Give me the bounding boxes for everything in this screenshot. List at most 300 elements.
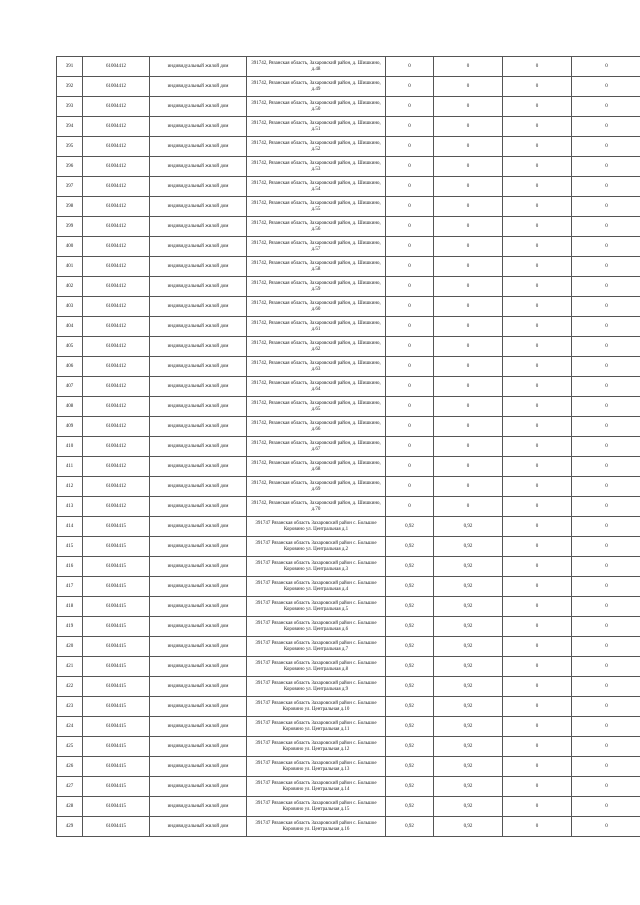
value-cell-4: 0 [572, 437, 640, 457]
table-row [57, 157, 640, 177]
value-cell-3: 0 [503, 157, 572, 177]
value-cell-2: 0 [434, 497, 503, 517]
value-cell-3: 0 [503, 397, 572, 417]
table-row [57, 377, 640, 397]
value-cell-1: 0,92 [386, 757, 434, 777]
code-cell: 61004412 [83, 317, 150, 337]
value-cell-4: 0 [572, 417, 640, 437]
value-cell-3: 0 [503, 97, 572, 117]
code-cell: 61004412 [83, 297, 150, 317]
value-cell-1: 0 [386, 477, 434, 497]
code-cell: 61004412 [83, 457, 150, 477]
value-cell-1: 0 [386, 157, 434, 177]
table-row [57, 97, 640, 117]
value-cell-3: 0 [503, 117, 572, 137]
value-cell-3: 0 [503, 217, 572, 237]
value-cell-1: 0 [386, 77, 434, 97]
address-cell: 391747 Рязанская область Захаровский район с. Большое Коровино ул. Центральная д.13 [247, 757, 386, 777]
value-cell-2: 0,92 [434, 637, 503, 657]
value-cell-3: 0 [503, 257, 572, 277]
value-cell-3: 0 [503, 497, 572, 517]
value-cell-2: 0 [434, 257, 503, 277]
value-cell-1: 0,92 [386, 677, 434, 697]
value-cell-1: 0,92 [386, 697, 434, 717]
value-cell-4: 0 [572, 757, 640, 777]
value-cell-3: 0 [503, 697, 572, 717]
value-cell-1: 0,92 [386, 617, 434, 637]
row-number-cell: 407 [57, 377, 83, 397]
code-cell: 61004415 [83, 697, 150, 717]
code-cell: 61004415 [83, 717, 150, 737]
code-cell: 61004415 [83, 817, 150, 837]
value-cell-4: 0 [572, 677, 640, 697]
code-cell: 61004415 [83, 637, 150, 657]
code-cell: 61004415 [83, 597, 150, 617]
value-cell-2: 0,92 [434, 657, 503, 677]
code-cell: 61004412 [83, 277, 150, 297]
building-type-cell: индивидуальный жилой дом [150, 257, 247, 277]
value-cell-3: 0 [503, 797, 572, 817]
row-number-cell: 404 [57, 317, 83, 337]
building-type-cell: индивидуальный жилой дом [150, 397, 247, 417]
row-number-cell: 424 [57, 717, 83, 737]
value-cell-2: 0 [434, 437, 503, 457]
building-type-cell: индивидуальный жилой дом [150, 797, 247, 817]
building-type-cell: индивидуальный жилой дом [150, 617, 247, 637]
value-cell-3: 0 [503, 577, 572, 597]
table-row [57, 217, 640, 237]
value-cell-4: 0 [572, 77, 640, 97]
table-row [57, 517, 640, 537]
code-cell: 61004412 [83, 117, 150, 137]
table-row [57, 277, 640, 297]
value-cell-4: 0 [572, 137, 640, 157]
value-cell-2: 0 [434, 397, 503, 417]
value-cell-2: 0,92 [434, 777, 503, 797]
table-row [57, 737, 640, 757]
value-cell-4: 0 [572, 317, 640, 337]
building-type-cell: индивидуальный жилой дом [150, 817, 247, 837]
building-type-cell: индивидуальный жилой дом [150, 457, 247, 477]
row-number-cell: 418 [57, 597, 83, 617]
table-row [57, 417, 640, 437]
value-cell-1: 0 [386, 377, 434, 397]
value-cell-1: 0,92 [386, 577, 434, 597]
value-cell-2: 0 [434, 277, 503, 297]
value-cell-3: 0 [503, 637, 572, 657]
table-row [57, 57, 640, 77]
table-row [57, 137, 640, 157]
value-cell-2: 0 [434, 377, 503, 397]
code-cell: 61004415 [83, 737, 150, 757]
row-number-cell: 415 [57, 537, 83, 557]
value-cell-1: 0,92 [386, 797, 434, 817]
value-cell-1: 0,92 [386, 737, 434, 757]
row-number-cell: 416 [57, 557, 83, 577]
value-cell-4: 0 [572, 177, 640, 197]
building-type-cell: индивидуальный жилой дом [150, 657, 247, 677]
table-row [57, 477, 640, 497]
value-cell-1: 0 [386, 217, 434, 237]
table-row [57, 777, 640, 797]
value-cell-1: 0,92 [386, 637, 434, 657]
value-cell-2: 0,92 [434, 817, 503, 837]
address-cell: 391747 Рязанская область Захаровский район с. Большое Коровино ул. Центральная д.8 [247, 657, 386, 677]
value-cell-4: 0 [572, 557, 640, 577]
value-cell-2: 0,92 [434, 517, 503, 537]
table-row [57, 797, 640, 817]
address-cell: 391747 Рязанская область Захаровский район с. Большое Коровино ул. Центральная д.2 [247, 537, 386, 557]
value-cell-2: 0,92 [434, 557, 503, 577]
row-number-cell: 428 [57, 797, 83, 817]
address-cell: 391742, Рязанская область, Захаровский район, д. Шишкино, д.64 [247, 377, 386, 397]
address-cell: 391747 Рязанская область Захаровский район с. Большое Коровино ул. Центральная д.6 [247, 617, 386, 637]
registry-table-body [57, 57, 640, 837]
value-cell-4: 0 [572, 517, 640, 537]
value-cell-2: 0 [434, 57, 503, 77]
building-type-cell: индивидуальный жилой дом [150, 517, 247, 537]
building-type-cell: индивидуальный жилой дом [150, 597, 247, 617]
code-cell: 61004412 [83, 437, 150, 457]
code-cell: 61004415 [83, 657, 150, 677]
table-row [57, 197, 640, 217]
value-cell-3: 0 [503, 437, 572, 457]
value-cell-2: 0,92 [434, 677, 503, 697]
value-cell-3: 0 [503, 377, 572, 397]
value-cell-3: 0 [503, 417, 572, 437]
code-cell: 61004415 [83, 757, 150, 777]
table-row [57, 237, 640, 257]
value-cell-1: 0,92 [386, 717, 434, 737]
value-cell-4: 0 [572, 397, 640, 417]
value-cell-4: 0 [572, 257, 640, 277]
address-cell: 391742, Рязанская область, Захаровский район, д. Шишкино, д.70 [247, 497, 386, 517]
address-cell: 391742, Рязанская область, Захаровский район, д. Шишкино, д.67 [247, 437, 386, 457]
building-type-cell: индивидуальный жилой дом [150, 97, 247, 117]
address-cell: 391747 Рязанская область Захаровский район с. Большое Коровино ул. Центральная д.3 [247, 557, 386, 577]
value-cell-2: 0 [434, 417, 503, 437]
address-cell: 391742, Рязанская область, Захаровский район, д. Шишкино, д.55 [247, 197, 386, 217]
row-number-cell: 391 [57, 57, 83, 77]
address-cell: 391747 Рязанская область Захаровский район с. Большое Коровино ул. Центральная д.14 [247, 777, 386, 797]
building-type-cell: индивидуальный жилой дом [150, 677, 247, 697]
value-cell-1: 0 [386, 437, 434, 457]
value-cell-2: 0 [434, 237, 503, 257]
table-row [57, 677, 640, 697]
building-type-cell: индивидуальный жилой дом [150, 357, 247, 377]
code-cell: 61004412 [83, 57, 150, 77]
value-cell-1: 0,92 [386, 777, 434, 797]
value-cell-3: 0 [503, 537, 572, 557]
building-type-cell: индивидуальный жилой дом [150, 777, 247, 797]
building-type-cell: индивидуальный жилой дом [150, 197, 247, 217]
value-cell-4: 0 [572, 797, 640, 817]
value-cell-2: 0 [434, 477, 503, 497]
row-number-cell: 419 [57, 617, 83, 637]
code-cell: 61004412 [83, 177, 150, 197]
building-type-cell: индивидуальный жилой дом [150, 537, 247, 557]
row-number-cell: 402 [57, 277, 83, 297]
value-cell-2: 0,92 [434, 737, 503, 757]
value-cell-1: 0,92 [386, 537, 434, 557]
building-type-cell: индивидуальный жилой дом [150, 717, 247, 737]
building-type-cell: индивидуальный жилой дом [150, 637, 247, 657]
address-cell: 391742, Рязанская область, Захаровский район, д. Шишкино, д.57 [247, 237, 386, 257]
address-cell: 391747 Рязанская область Захаровский район с. Большое Коровино ул. Центральная д.4 [247, 577, 386, 597]
row-number-cell: 421 [57, 657, 83, 677]
value-cell-4: 0 [572, 477, 640, 497]
table-row [57, 77, 640, 97]
building-type-cell: индивидуальный жилой дом [150, 477, 247, 497]
row-number-cell: 417 [57, 577, 83, 597]
address-cell: 391742, Рязанская область, Захаровский район, д. Шишкино, д.61 [247, 317, 386, 337]
value-cell-1: 0 [386, 237, 434, 257]
table-row [57, 397, 640, 417]
value-cell-3: 0 [503, 777, 572, 797]
address-cell: 391742, Рязанская область, Захаровский район, д. Шишкино, д.62 [247, 337, 386, 357]
row-number-cell: 412 [57, 477, 83, 497]
value-cell-3: 0 [503, 817, 572, 837]
building-type-cell: индивидуальный жилой дом [150, 217, 247, 237]
address-cell: 391742, Рязанская область, Захаровский район, д. Шишкино, д.48 [247, 57, 386, 77]
address-cell: 391747 Рязанская область Захаровский район с. Большое Коровино ул. Центральная д.15 [247, 797, 386, 817]
address-cell: 391742, Рязанская область, Захаровский район, д. Шишкино, д.65 [247, 397, 386, 417]
building-type-cell: индивидуальный жилой дом [150, 577, 247, 597]
value-cell-3: 0 [503, 57, 572, 77]
building-type-cell: индивидуальный жилой дом [150, 437, 247, 457]
value-cell-3: 0 [503, 197, 572, 217]
code-cell: 61004412 [83, 357, 150, 377]
value-cell-1: 0 [386, 417, 434, 437]
building-type-cell: индивидуальный жилой дом [150, 297, 247, 317]
address-cell: 391747 Рязанская область Захаровский район с. Большое Коровино ул. Центральная д.7 [247, 637, 386, 657]
row-number-cell: 392 [57, 77, 83, 97]
row-number-cell: 414 [57, 517, 83, 537]
value-cell-3: 0 [503, 737, 572, 757]
value-cell-4: 0 [572, 457, 640, 477]
table-row [57, 497, 640, 517]
code-cell: 61004415 [83, 797, 150, 817]
address-cell: 391747 Рязанская область Захаровский район с. Большое Коровино ул. Центральная д.9 [247, 677, 386, 697]
value-cell-2: 0 [434, 217, 503, 237]
value-cell-2: 0,92 [434, 577, 503, 597]
row-number-cell: 399 [57, 217, 83, 237]
address-cell: 391742, Рязанская область, Захаровский район, д. Шишкино, д.66 [247, 417, 386, 437]
code-cell: 61004412 [83, 197, 150, 217]
building-type-cell: индивидуальный жилой дом [150, 337, 247, 357]
building-type-cell: индивидуальный жилой дом [150, 757, 247, 777]
table-row [57, 577, 640, 597]
value-cell-4: 0 [572, 777, 640, 797]
address-cell: 391742, Рязанская область, Захаровский район, д. Шишкино, д.49 [247, 77, 386, 97]
value-cell-1: 0,92 [386, 597, 434, 617]
code-cell: 61004412 [83, 97, 150, 117]
row-number-cell: 409 [57, 417, 83, 437]
value-cell-3: 0 [503, 177, 572, 197]
value-cell-2: 0 [434, 357, 503, 377]
value-cell-4: 0 [572, 277, 640, 297]
value-cell-4: 0 [572, 377, 640, 397]
row-number-cell: 396 [57, 157, 83, 177]
value-cell-3: 0 [503, 757, 572, 777]
value-cell-4: 0 [572, 497, 640, 517]
table-row [57, 357, 640, 377]
value-cell-3: 0 [503, 277, 572, 297]
value-cell-3: 0 [503, 317, 572, 337]
address-cell: 391747 Рязанская область Захаровский район с. Большое Коровино ул. Центральная д.12 [247, 737, 386, 757]
row-number-cell: 410 [57, 437, 83, 457]
code-cell: 61004415 [83, 537, 150, 557]
building-type-cell: индивидуальный жилой дом [150, 317, 247, 337]
table-row [57, 537, 640, 557]
value-cell-3: 0 [503, 137, 572, 157]
value-cell-2: 0,92 [434, 757, 503, 777]
building-type-cell: индивидуальный жилой дом [150, 157, 247, 177]
row-number-cell: 411 [57, 457, 83, 477]
row-number-cell: 429 [57, 817, 83, 837]
building-type-cell: индивидуальный жилой дом [150, 177, 247, 197]
value-cell-1: 0 [386, 57, 434, 77]
value-cell-1: 0 [386, 357, 434, 377]
table-row [57, 597, 640, 617]
value-cell-2: 0 [434, 457, 503, 477]
code-cell: 61004412 [83, 377, 150, 397]
building-type-cell: индивидуальный жилой дом [150, 417, 247, 437]
value-cell-2: 0 [434, 117, 503, 137]
value-cell-4: 0 [572, 617, 640, 637]
value-cell-4: 0 [572, 577, 640, 597]
address-cell: 391742, Рязанская область, Захаровский район, д. Шишкино, д.53 [247, 157, 386, 177]
table-row [57, 457, 640, 477]
value-cell-2: 0,92 [434, 617, 503, 637]
table-row [57, 657, 640, 677]
value-cell-3: 0 [503, 617, 572, 637]
building-type-cell: индивидуальный жилой дом [150, 137, 247, 157]
building-type-cell: индивидуальный жилой дом [150, 377, 247, 397]
value-cell-1: 0 [386, 297, 434, 317]
value-cell-2: 0 [434, 97, 503, 117]
value-cell-4: 0 [572, 217, 640, 237]
value-cell-1: 0 [386, 97, 434, 117]
building-type-cell: индивидуальный жилой дом [150, 737, 247, 757]
value-cell-1: 0 [386, 277, 434, 297]
value-cell-4: 0 [572, 237, 640, 257]
code-cell: 61004415 [83, 577, 150, 597]
row-number-cell: 398 [57, 197, 83, 217]
row-number-cell: 401 [57, 257, 83, 277]
value-cell-3: 0 [503, 77, 572, 97]
table-row [57, 717, 640, 737]
address-cell: 391742, Рязанская область, Захаровский район, д. Шишкино, д.56 [247, 217, 386, 237]
address-cell: 391747 Рязанская область Захаровский район с. Большое Коровино ул. Центральная д.11 [247, 717, 386, 737]
value-cell-3: 0 [503, 517, 572, 537]
value-cell-4: 0 [572, 697, 640, 717]
row-number-cell: 413 [57, 497, 83, 517]
value-cell-4: 0 [572, 97, 640, 117]
value-cell-2: 0,92 [434, 797, 503, 817]
code-cell: 61004415 [83, 777, 150, 797]
code-cell: 61004412 [83, 477, 150, 497]
value-cell-2: 0,92 [434, 697, 503, 717]
value-cell-2: 0 [434, 197, 503, 217]
value-cell-4: 0 [572, 817, 640, 837]
code-cell: 61004412 [83, 157, 150, 177]
building-type-cell: индивидуальный жилой дом [150, 117, 247, 137]
address-cell: 391742, Рязанская область, Захаровский район, д. Шишкино, д.69 [247, 477, 386, 497]
row-number-cell: 422 [57, 677, 83, 697]
row-number-cell: 393 [57, 97, 83, 117]
row-number-cell: 405 [57, 337, 83, 357]
row-number-cell: 427 [57, 777, 83, 797]
table-row [57, 557, 640, 577]
table-row [57, 817, 640, 837]
building-type-cell: индивидуальный жилой дом [150, 237, 247, 257]
row-number-cell: 420 [57, 637, 83, 657]
value-cell-3: 0 [503, 357, 572, 377]
value-cell-3: 0 [503, 597, 572, 617]
address-cell: 391742, Рязанская область, Захаровский район, д. Шишкино, д.50 [247, 97, 386, 117]
building-type-cell: индивидуальный жилой дом [150, 497, 247, 517]
row-number-cell: 406 [57, 357, 83, 377]
table-row [57, 257, 640, 277]
code-cell: 61004412 [83, 497, 150, 517]
address-cell: 391742, Рязанская область, Захаровский район, д. Шишкино, д.60 [247, 297, 386, 317]
value-cell-3: 0 [503, 237, 572, 257]
value-cell-4: 0 [572, 657, 640, 677]
value-cell-3: 0 [503, 717, 572, 737]
value-cell-4: 0 [572, 637, 640, 657]
code-cell: 61004415 [83, 517, 150, 537]
value-cell-2: 0,92 [434, 597, 503, 617]
address-cell: 391747 Рязанская область Захаровский район с. Большое Коровино ул. Центральная д.16 [247, 817, 386, 837]
value-cell-1: 0 [386, 257, 434, 277]
value-cell-1: 0,92 [386, 557, 434, 577]
address-cell: 391742, Рязанская область, Захаровский район, д. Шишкино, д.52 [247, 137, 386, 157]
address-cell: 391742, Рязанская область, Захаровский район, д. Шишкино, д.59 [247, 277, 386, 297]
value-cell-3: 0 [503, 677, 572, 697]
value-cell-4: 0 [572, 57, 640, 77]
code-cell: 61004412 [83, 417, 150, 437]
table-row [57, 337, 640, 357]
code-cell: 61004415 [83, 557, 150, 577]
table-row [57, 437, 640, 457]
value-cell-4: 0 [572, 357, 640, 377]
code-cell: 61004412 [83, 397, 150, 417]
value-cell-1: 0 [386, 117, 434, 137]
row-number-cell: 403 [57, 297, 83, 317]
address-cell: 391747 Рязанская область Захаровский район с. Большое Коровино ул. Центральная д.5 [247, 597, 386, 617]
value-cell-1: 0 [386, 397, 434, 417]
row-number-cell: 395 [57, 137, 83, 157]
table-row [57, 317, 640, 337]
address-cell: 391747 Рязанская область Захаровский район с. Большое Коровино ул. Центральная д.1 [247, 517, 386, 537]
address-cell: 391742, Рязанская область, Захаровский район, д. Шишкино, д.68 [247, 457, 386, 477]
table-row [57, 297, 640, 317]
value-cell-2: 0 [434, 157, 503, 177]
value-cell-4: 0 [572, 597, 640, 617]
value-cell-2: 0 [434, 337, 503, 357]
code-cell: 61004412 [83, 237, 150, 257]
value-cell-4: 0 [572, 157, 640, 177]
table-row [57, 617, 640, 637]
row-number-cell: 394 [57, 117, 83, 137]
value-cell-1: 0,92 [386, 817, 434, 837]
value-cell-1: 0 [386, 137, 434, 157]
value-cell-3: 0 [503, 297, 572, 317]
value-cell-1: 0 [386, 317, 434, 337]
table-row [57, 177, 640, 197]
table-row [57, 117, 640, 137]
